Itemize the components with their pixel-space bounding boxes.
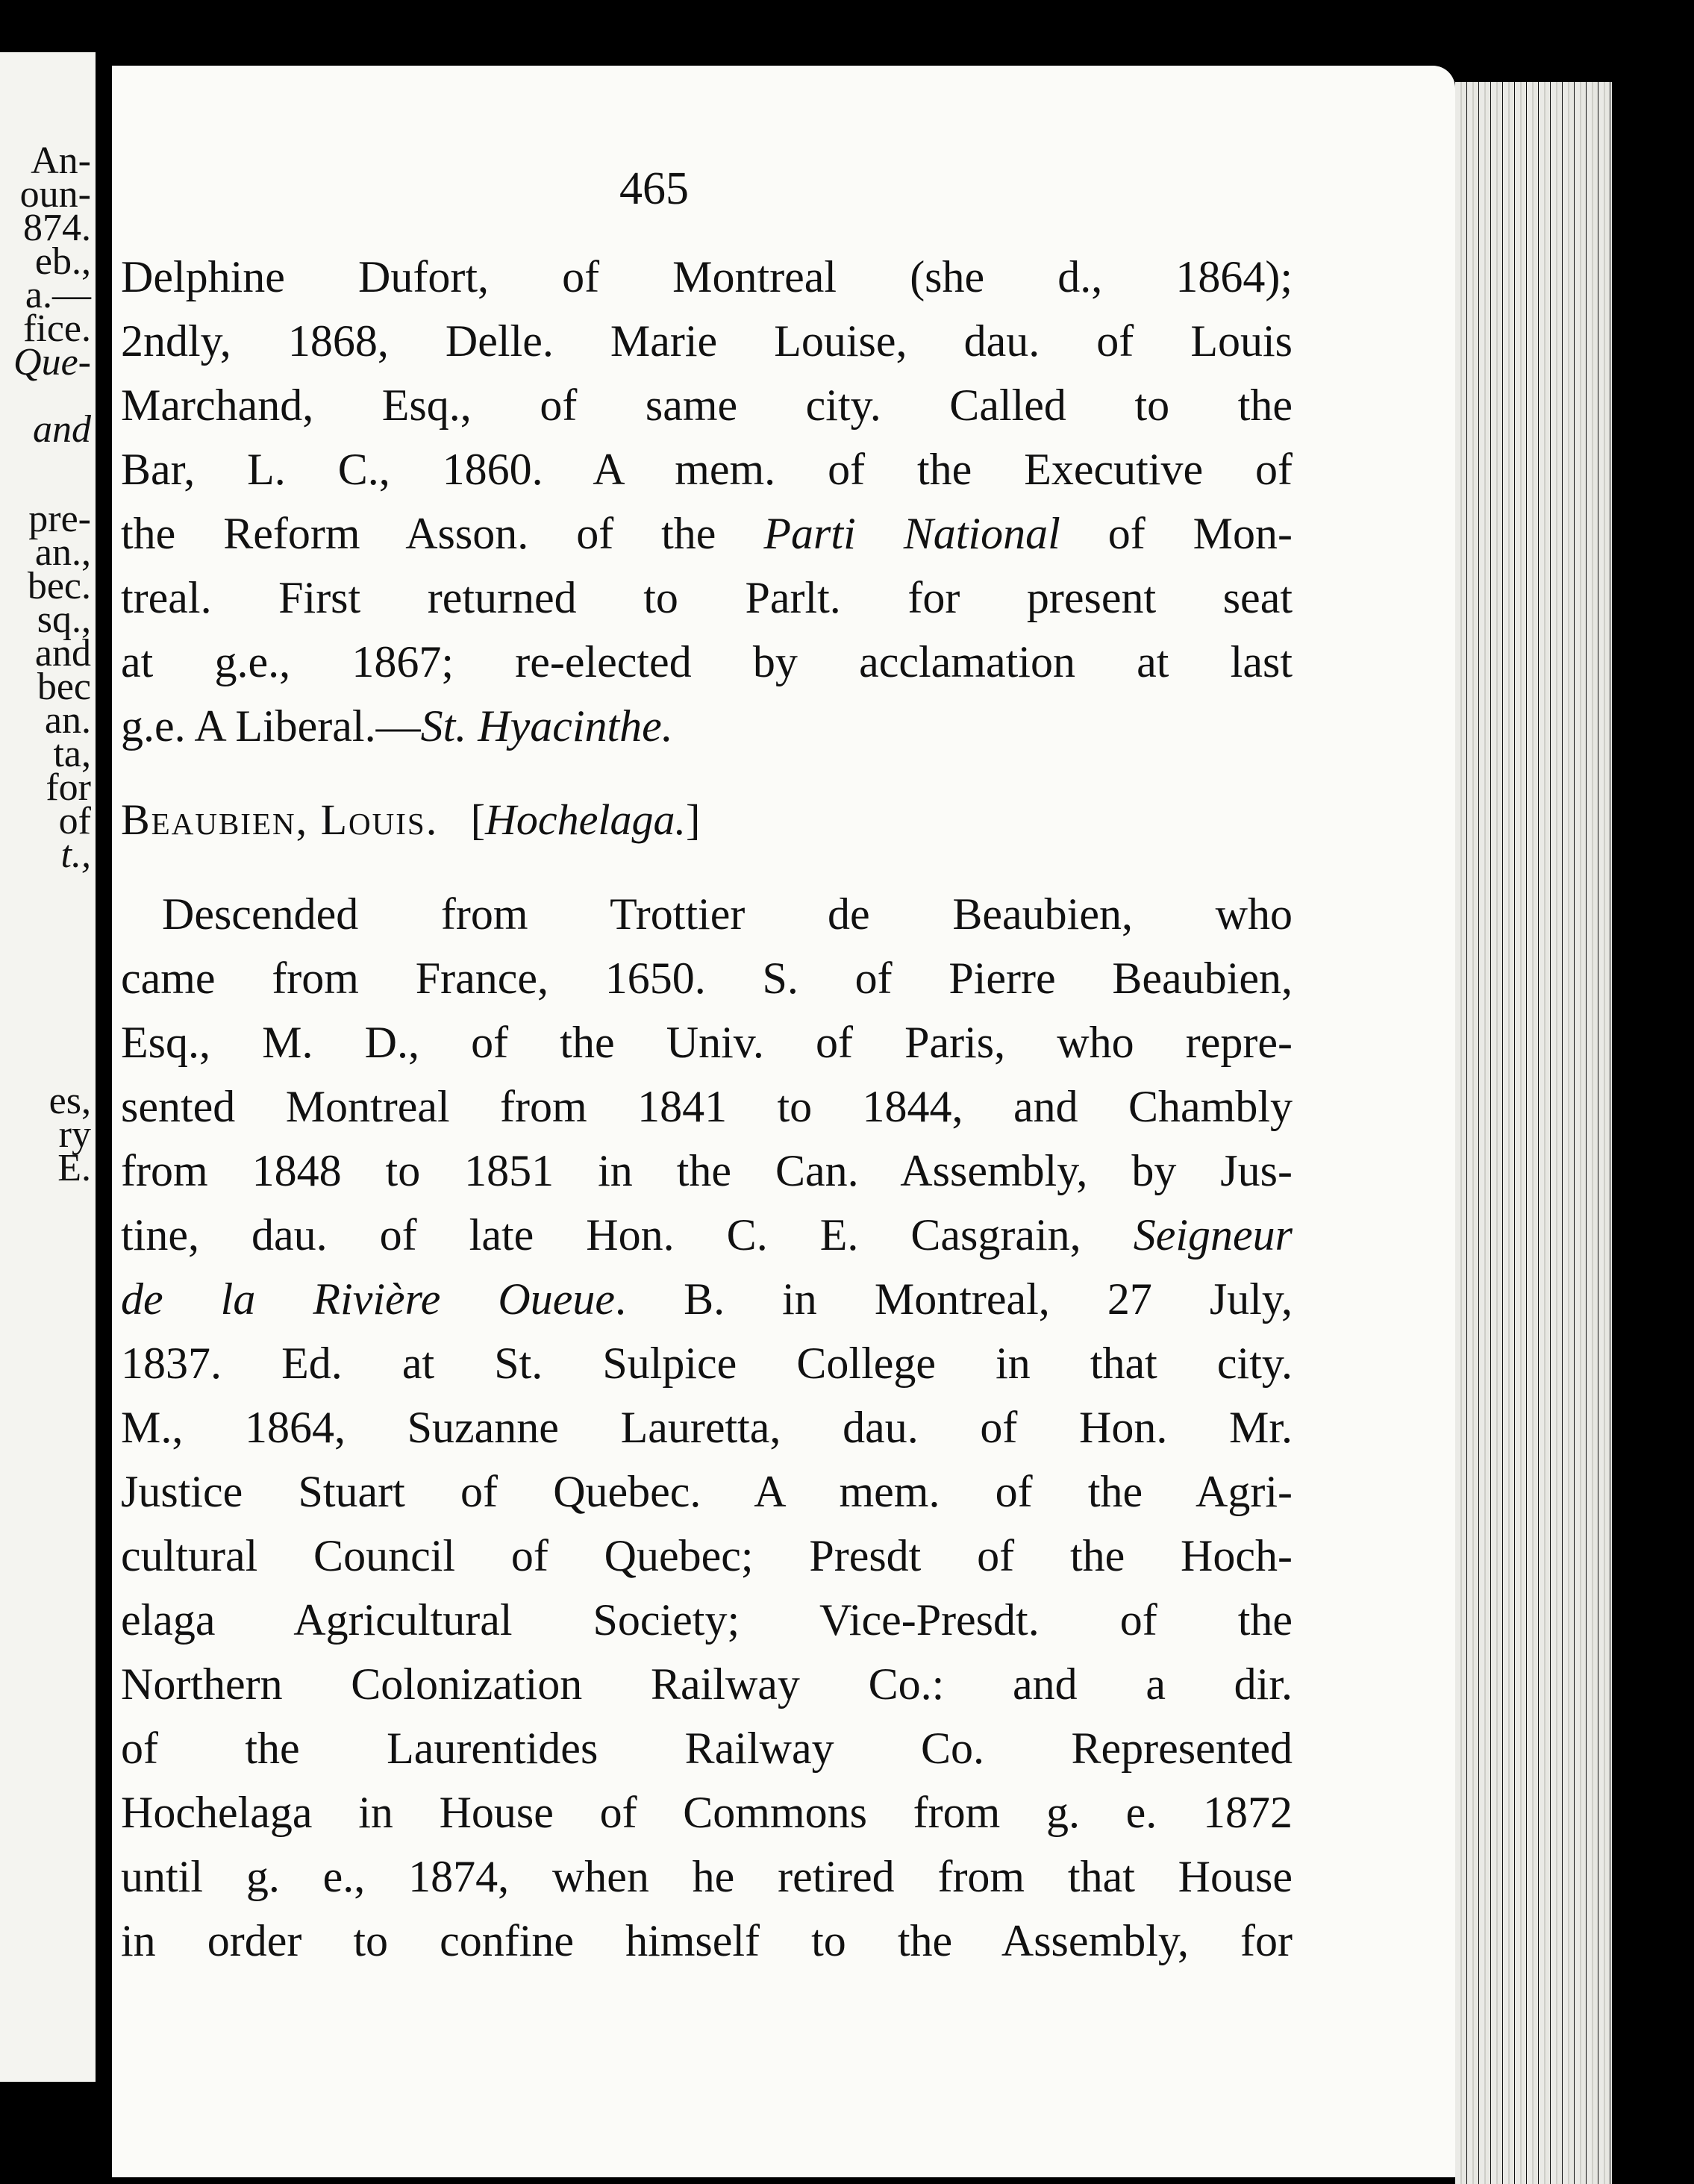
text-run-italic: Seigneur <box>1133 1210 1293 1260</box>
facing-page-fragment: and <box>33 408 91 451</box>
text-line: elaga Agricultural Society; Vice-Presdt. of the <box>121 1595 1293 1645</box>
entry-heading <box>121 788 1293 852</box>
constituency-name: St. Hyacinthe. <box>420 701 673 751</box>
book-page <box>112 66 1455 2177</box>
text-line: until g. e., 1874, when he retired from that House <box>121 1852 1293 1901</box>
text-run: tine, dau. of late Hon. C. E. Casgrain, <box>121 1210 1134 1260</box>
text-line: 1837. Ed. at St. Sulpice College in that city. <box>121 1339 1293 1388</box>
entry-name: Beaubien, Louis. <box>121 795 439 844</box>
text-run: the Reform Asson. of the <box>121 509 764 558</box>
text-line <box>121 1267 1293 1331</box>
facing-page-fragment: ry <box>58 1113 91 1156</box>
text-line: Bar, L. C., 1860. A mem. of the Executive of <box>121 445 1293 494</box>
text-line: Northern Colonization Railway Co.: and a dir. <box>121 1659 1293 1709</box>
scan-border <box>1612 82 1694 2184</box>
facing-page-fragment: E. <box>57 1147 91 1189</box>
text-line: M., 1864, Suzanne Lauretta, dau. of Hon. Mr. <box>121 1403 1293 1452</box>
facing-page-fragment: for <box>46 766 91 809</box>
text-line: of the Laurentides Railway Co. Represented <box>121 1724 1293 1773</box>
text-run: g.e. A Liberal.— <box>121 701 421 751</box>
text-line: Descended from Trottier de Beaubien, who <box>162 889 1293 939</box>
facing-page-fragment: t., <box>60 833 91 876</box>
text-line: cultural Council of Quebec; Presdt of the Hoch- <box>121 1531 1293 1580</box>
text-line: from 1848 to 1851 in the Can. Assembly, by Jus- <box>121 1146 1293 1195</box>
text-run-italic: de la Rivière Oueue <box>121 1274 616 1324</box>
text-line: Hochelaga in House of Commons from g. e. 1872 <box>121 1788 1293 1837</box>
text-run: of Mon- <box>1060 509 1293 558</box>
facing-page-fragment: An- <box>31 140 91 182</box>
bracket-close: ] <box>686 795 701 844</box>
text-line: at g.e., 1867; re-elected by acclamation at last <box>121 637 1293 686</box>
page-number: 465 <box>619 163 689 214</box>
facing-page-fragment: an., <box>34 531 91 574</box>
facing-page-fragment: 874. <box>23 207 91 249</box>
facing-page-fragment: pre- <box>28 498 91 540</box>
facing-page-fragment: fice. <box>23 307 91 350</box>
facing-page-fragment: an. <box>44 699 91 742</box>
page-body <box>121 245 1293 1973</box>
text-run: . B. in Montreal, 27 July, <box>615 1274 1293 1324</box>
facing-page-fragment: oun- <box>19 173 91 216</box>
facing-page-fragment: sq., <box>37 598 91 641</box>
facing-page-fragment: Que- <box>13 341 91 384</box>
facing-page-fragment: eb., <box>34 240 91 283</box>
text-line: Justice Stuart of Quebec. A mem. of the Agri- <box>121 1467 1293 1516</box>
facing-page-fragment: ta, <box>53 733 91 775</box>
text-line <box>121 501 1293 566</box>
facing-page-strip <box>0 52 96 2082</box>
facing-page-fragment: bec. <box>27 565 91 607</box>
facing-page-fragment: bec <box>37 666 91 708</box>
text-line: in order to confine himself to the Assembly, for <box>121 1916 1293 1965</box>
bracket-open: [ <box>470 795 486 844</box>
entry-constituency: Hochelaga. <box>485 795 687 844</box>
text-line <box>121 694 1293 758</box>
facing-page-fragment: es, <box>49 1080 91 1122</box>
facing-page-fragment: of <box>58 800 91 842</box>
text-line: came from France, 1650. S. of Pierre Beaubien, <box>121 954 1293 1003</box>
facing-page-fragment: and <box>34 632 91 675</box>
text-line: sented Montreal from 1841 to 1844, and Chambly <box>121 1082 1293 1131</box>
text-line: Delphine Dufort, of Montreal (she d., 1864); <box>121 252 1293 301</box>
page-edges <box>1455 82 1612 2184</box>
text-line: treal. First returned to Parlt. for present seat <box>121 573 1293 622</box>
text-line <box>121 1203 1293 1267</box>
text-line: Marchand, Esq., of same city. Called to the <box>121 381 1293 430</box>
facing-page-fragment: a.— <box>25 274 91 316</box>
text-line: Esq., M. D., of the Univ. of Paris, who repre- <box>121 1018 1293 1067</box>
party-name: Parti National <box>763 509 1060 558</box>
text-line: 2ndly, 1868, Delle. Marie Louise, dau. of Louis <box>121 316 1293 366</box>
